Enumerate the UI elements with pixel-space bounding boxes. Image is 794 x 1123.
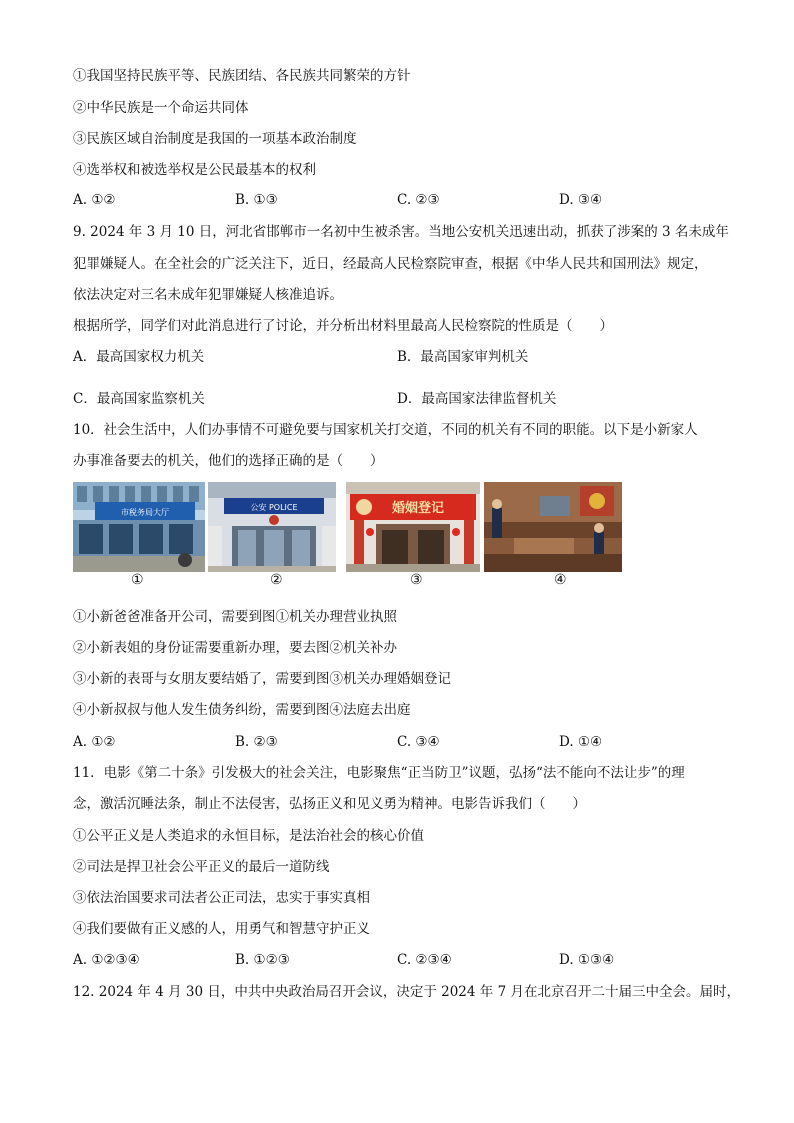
q8-option-a[interactable]: A. ①② — [73, 192, 116, 208]
q8-option-d[interactable]: D. ③④ — [559, 192, 603, 208]
q10-statement-2: ②小新表姐的身份证需要重新办理，要去图②机关补办 — [73, 640, 397, 656]
q8-statement-3: ③民族区域自治制度是我国的一项基本政治制度 — [73, 131, 357, 147]
q9-stem-line-1: 9. 2024 年 3 月 10 日，河北省邯郸市一名初中生被杀害。当地公安机关迅速出动，抓获了涉案的 3 名未成年 — [73, 224, 729, 240]
q11-option-d[interactable]: D. ①③④ — [559, 952, 615, 968]
q8-options — [73, 190, 753, 210]
q9-stem-line-4: 根据所学，同学们对此消息进行了讨论，并分析出材料里最高人民检察院的性质是（ ） — [73, 318, 613, 334]
q8-option-b[interactable]: B. ①③ — [235, 192, 278, 208]
q8-statement-4: ④选举权和被选举权是公民最基本的权利 — [73, 162, 316, 178]
photo-courtroom — [484, 482, 622, 572]
q11-statement-3: ③依法治国要求司法者公正司法，忠实于事实真相 — [73, 890, 370, 906]
q10-stem-line-2: 办事准备要去的机关，他们的选择正确的是（ ） — [73, 453, 384, 469]
q9-option-a[interactable]: A．最高国家权力机关 — [73, 349, 205, 365]
q10-option-d[interactable]: D. ①④ — [559, 734, 603, 750]
photo1-sign: 市税务局大厅 — [121, 508, 169, 517]
q11-statement-4: ④我们要做有正义感的人，用勇气和智慧守护正义 — [73, 921, 370, 937]
q9-option-d[interactable]: D．最高国家法律监督机关 — [397, 391, 557, 407]
q9-stem-line-2: 犯罪嫌疑人。在全社会的广泛关注下，近日，经最高人民检察院审查，根据《中华人民共和国刑法》规定， — [73, 256, 708, 272]
q10-option-c[interactable]: C. ③④ — [397, 734, 440, 750]
q9-option-c[interactable]: C．最高国家监察机关 — [73, 391, 205, 407]
q10-option-b[interactable]: B. ②③ — [235, 734, 278, 750]
q8-statement-2: ②中华民族是一个命运共同体 — [73, 100, 249, 116]
photo3-label: ③ — [410, 572, 423, 588]
photo-tax-bureau — [73, 482, 205, 572]
photo-marriage-registry — [346, 482, 480, 572]
q11-option-c[interactable]: C. ②③④ — [397, 952, 452, 968]
q11-statement-2: ②司法是捍卫社会公平正义的最后一道防线 — [73, 859, 330, 875]
q10-statement-3: ③小新的表哥与女朋友要结婚了，需要到图③机关办理婚姻登记 — [73, 671, 451, 687]
photo-police-station — [208, 482, 336, 572]
q9-stem-line-3: 依法决定对三名未成年犯罪嫌疑人核准追诉。 — [73, 287, 343, 303]
photo3-sign: 婚姻登记 — [391, 501, 445, 516]
q10-statement-4: ④小新叔叔与他人发生债务纠纷，需要到图④法庭去出庭 — [73, 702, 411, 718]
q11-option-b[interactable]: B. ①②③ — [235, 952, 290, 968]
q12-stem-line-1: 12. 2024 年 4 月 30 日，中共中央政治局召开会议，决定于 2024 年 7 月在北京召开二十届三中全会。届时， — [73, 984, 740, 1000]
q10-statement-1: ①小新爸爸准备开公司，需要到图①机关办理营业执照 — [73, 609, 397, 625]
photo4-label: ④ — [554, 572, 567, 588]
q11-options — [73, 950, 753, 970]
q11-stem-line-1: 11．电影《第二十条》引发极大的社会关注，电影聚焦“正当防卫”议题，弘扬“法不能向不法让步”的理 — [73, 765, 685, 781]
photo2-sign: 公安 POLICE — [250, 503, 298, 512]
q10-options — [73, 732, 753, 752]
q11-statement-1: ①公平正义是人类追求的永恒目标，是法治社会的核心价值 — [73, 828, 424, 844]
q9-option-b[interactable]: B．最高国家审判机关 — [397, 349, 529, 365]
q8-statement-1: ①我国坚持民族平等、民族团结、各民族共同繁荣的方针 — [73, 68, 411, 84]
photo1-label: ① — [131, 572, 144, 588]
q11-stem-line-2: 念，激活沉睡法条，制止不法侵害，弘扬正义和见义勇为精神。电影告诉我们（ ） — [73, 796, 586, 812]
q10-option-a[interactable]: A. ①② — [73, 734, 116, 750]
q8-option-c[interactable]: C. ②③ — [397, 192, 440, 208]
photo2-label: ② — [270, 572, 283, 588]
q10-stem-line-1: 10．社会生活中，人们办事情不可避免要与国家机关打交道，不同的机关有不同的职能。以下是小新家人 — [73, 422, 698, 438]
q11-option-a[interactable]: A. ①②③④ — [73, 952, 140, 968]
